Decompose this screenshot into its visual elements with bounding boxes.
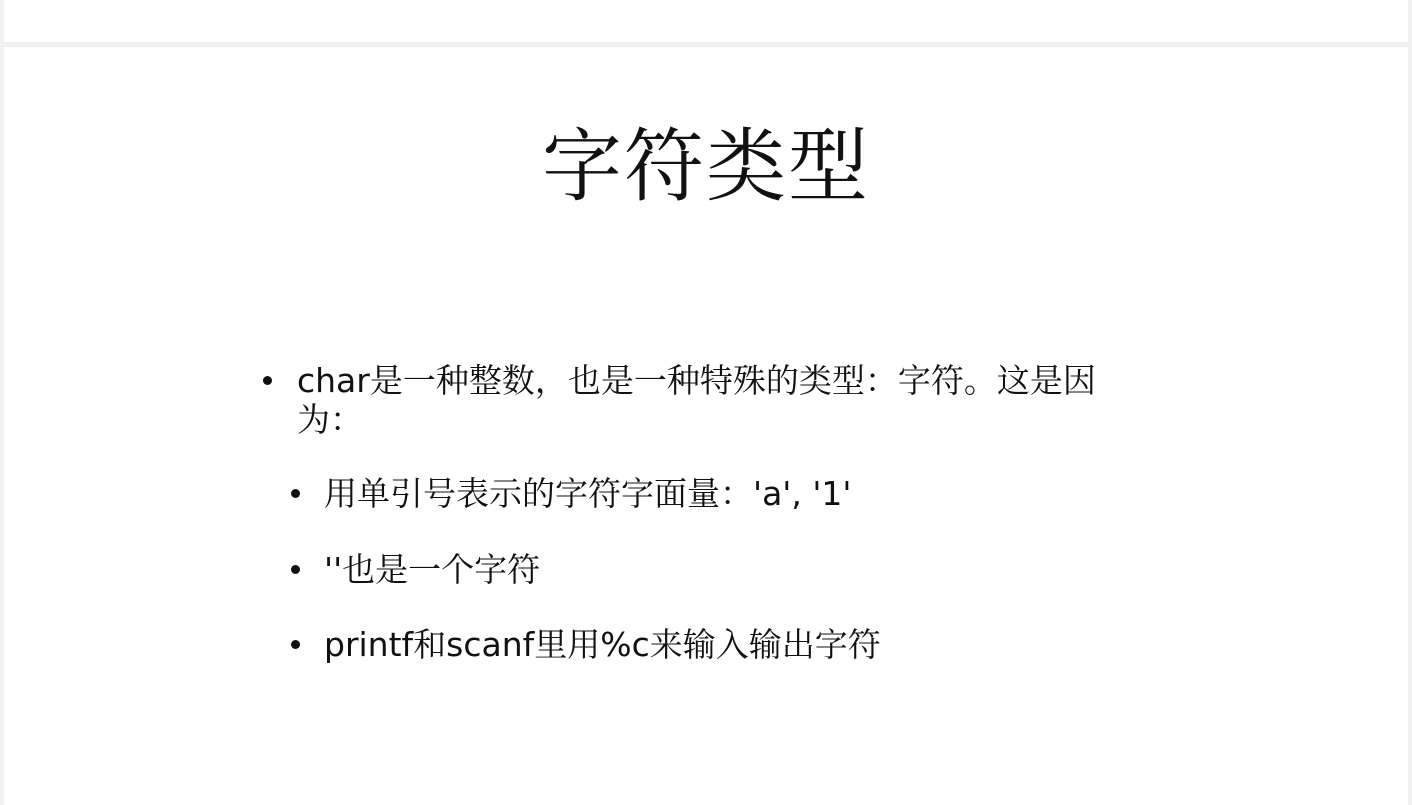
slide — [4, 47, 1408, 805]
bullet-text: 用单引号表示的字符字面量：'a', '1' — [324, 474, 852, 513]
bullet-item-level-2 — [324, 625, 1124, 664]
bullet-dot-icon — [263, 376, 272, 385]
slide-title: 字符类型 — [542, 120, 870, 213]
bullet-text: printf和scanf里用%c来输入输出字符 — [324, 625, 881, 664]
previous-slide-edge — [4, 0, 1408, 42]
bullet-dot-icon — [291, 640, 300, 649]
bullet-list — [4, 47, 1408, 805]
bullet-dot-icon — [291, 489, 300, 498]
bullet-item-level-1 — [297, 361, 1157, 439]
bullet-item-level-2 — [324, 474, 1124, 513]
bullet-text: char是一种整数，也是一种特殊的类型：字符。这是因为： — [297, 361, 1096, 439]
bullet-dot-icon — [291, 565, 300, 574]
bullet-text: ''也是一个字符 — [324, 550, 541, 589]
bullet-item-level-2 — [324, 550, 1124, 589]
